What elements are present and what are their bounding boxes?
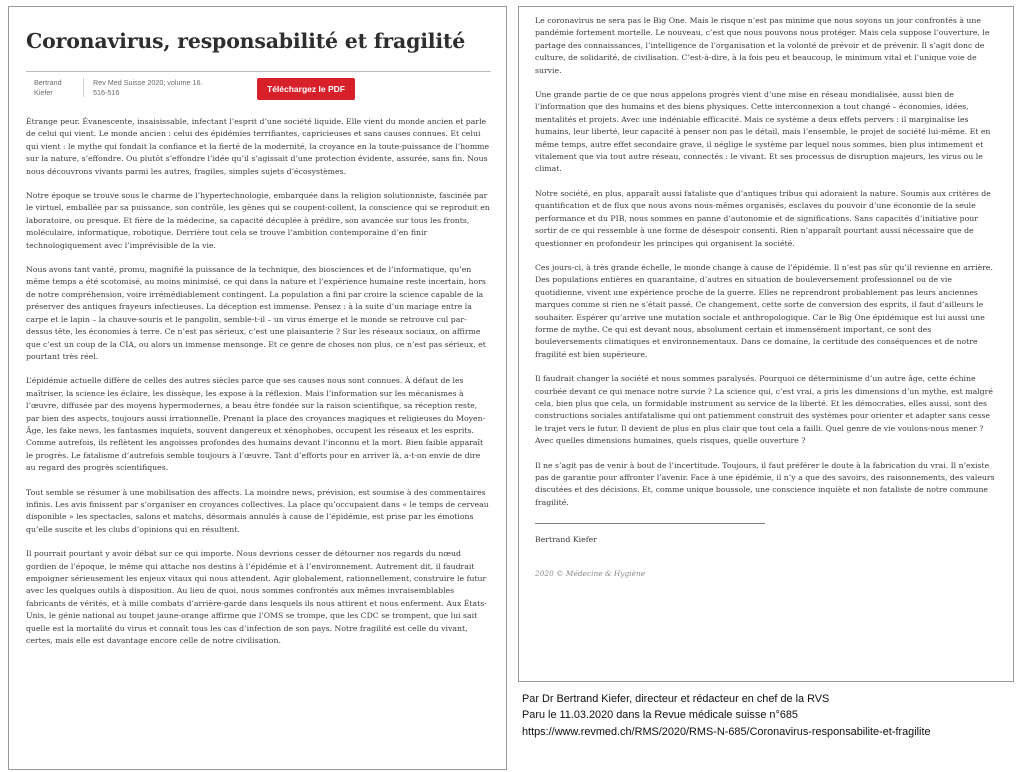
paragraph: Le coronavirus ne sera pas le Big One. Mais le risque n’est pas minime que nous soyons un jour confrontés à une pandémie fortement mortelle. Le nouveau, c’est que nous pouvons nous protéger. Mais cela suppose l’ouverture, le partage des connaissances, l’intelligence de l’organisation et la volonté de prévoir et de prévenir. Il s’agit donc de culture, de solidarité, de civilisation. C’est-à-dire, à la fois peu et beaucoup, le minimum vital et l’unique voie de survie. xyxy=(535,16,990,75)
author-first-name: Bertrand xyxy=(34,78,62,87)
copyright-notice: 2020 © Médecine & Hygiène xyxy=(535,568,646,578)
paragraph: Il ne s’agit pas de venir à bout de l’incertitude. Toujours, il faut préférer le doute à la fabrication du vrai. Il n’existe pas de garantie pour affronter l’avenir. Face à une épidémie, il n’y a que des savoirs, des raisonnements, des valeurs discutées et des décisions. Et, comme unique boussole, une conscience inquiète et non fataliste de notre commune fragilité. xyxy=(535,460,995,507)
paragraph: Ces jours-ci, à très grande échelle, le monde change à cause de l’épidémie. Il n’est pas sûr qu’il revienne en arrière. Des populations entières en quarantaine, d’autres en situation de bouleversement professionnel ou de vie quotidienne, vivent une expérience proche de la guerre. Elles ne reprendront probablement pas leurs anciennes marques comme si rien ne s’était passé. Ce changement, cette sorte de conversion des esprits, il faut d’ailleurs le souhaiter. Espérer qu’arrive une mutation sociale et anthropologique. Car le Big One épidémique est lui aussi une forme de mythe. Ce qui est devant nous, absolument certain et immensément important, ce sont des bouleversements climatiques et environnementaux. Dans ce domaine, la certitude des conséquences et de notre fragilité est bien supérieure. xyxy=(535,262,993,359)
article-meta xyxy=(26,71,491,100)
article-title: Coronavirus, responsabilité et fragilité xyxy=(26,29,466,53)
paragraph: Notre société, en plus, apparaît aussi fataliste que d’antiques tribus qui adoraient la nature. Soumis aux critères de quantification et de flux que nous avons nous-mêmes organisés, esclaves du pouvoir d’une économie de la seule performance et du PIB, nous sommes en panne d’autonomie et de significations. Sans capacités d’initiative pour sortir de ce qui ressemble à une forme de désespoir consenti. Rien n’apparaît pourtant aussi nécessaire que de questionner en profondeur les principes qui organisent la société. xyxy=(535,188,991,248)
signature-divider xyxy=(535,523,765,524)
paragraph: Il pourrait pourtant y avoir débat sur ce qui importe. Nous devrions cesser de détourner nos regards du nœud gordien de l’époque, le même qui attache nos destins à l’épidémie et à l’environnement. Autrement dit, il faudrait empoigner sérieusement les enjeux vitaux qui nous attendent. Agir globalement, rationnellement, construire le futur avec les quelques outils à disposition. Au lieu de quoi, nous sommes confrontés aux mêmes invraisemblables fabricants de vérités, et à mille combats d’arrière-garde dans lesquels ils nous attirent et nous enferment. Aux États-Unis, le génie national au toupet jaune-orange affirme que l’OMS se trompe, que les CDC se trompent, que lui sait quelle est la mortalité du virus et connaît tous les cas d’infection de son pays. Notre fragilité est celle du vivant, certes, mais elle est davantage encore celle de notre civilisation. xyxy=(26,549,487,646)
signature: Bertrand Kiefer xyxy=(535,535,597,545)
caption-url[interactable]: https://www.revmed.ch/RMS/2020/RMS-N-685/Coronavirus-responsabilite-et-fragilite xyxy=(522,725,931,738)
author-name[interactable] xyxy=(34,78,79,97)
paragraph: Une grande partie de ce que nous appelons progrès vient d’une mise en réseau mondialisée, aussi bien de l’information que des humains et des biens physiques. Cette interconnexion a tout changé – économies, idées, mentalités et projets. Avec une indéniable efficacité. Mais ce système a deux effets pervers : il marginalise les humains, leur liberté, leur capacité à penser non pas le détail, mais l’ensemble, le projet de société lui-même. Et en même temps, autre effet secondaire grave, il néglige le système par lequel nous sommes, bien plus intimement et vitalement que via tout autre réseau, connectés : le vivant. Et ses processus de disruption majeurs, les virus ou le climat. xyxy=(535,90,991,174)
caption-author-line: Par Dr Bertrand Kiefer, directeur et rédacteur en chef de la RVS xyxy=(522,693,830,705)
article-right-column xyxy=(518,6,1014,682)
paragraph: Notre époque se trouve sous le charme de l’hypertechnologie, embarquée dans la religion solutionniste, fascinée par le virtuel, emballée par sa puissance, son contrôle, les gènes qui se coupent-collent, la conscience qui se reproduit en laboratoire, ou presque. Et fière de la médecine, sa capacité décuplée à prédire, son avancée sur tous les fronts, moléculaire, informatique, robotique. Derrière tout cela se trouve l’ambition contemporaine d’en finir technologiquement avec l’imprévisible de la vie. xyxy=(26,191,490,250)
caption-publication-line: Paru le 11.03.2020 dans la Revue médicale suisse n°685 xyxy=(522,709,798,722)
paragraph: Il faudrait changer la société et nous sommes paralysés. Pourquoi ce déterminisme d’un autre âge, cette échine courbée devant ce qui menace notre survie ? La science qui, c’est vrai, a pris les dimensions d’un mythe, est malgré cela, bien plus que cela, un formidable instrument au service de la liberté. Et les démocraties, elles aussi, sont des constructions sociales antifatalisme qui ont patiemment construit des systèmes pour orienter et adapter sans cesse le trajet vers le futur. Il devient de plus en plus clair que tout cela a failli. Quel genre de vie voulons-nous mener ? Avec quelles dimensions humaines, quels risques, quelle ouverture ? xyxy=(535,374,993,446)
author-last-name: Kiefer xyxy=(34,87,53,97)
citation-journal: Rev Med Suisse 2020; volume 16. xyxy=(93,78,203,87)
paragraph: Étrange peur. Évanescente, insaisissable, infectant l’esprit d’une société liquide. Elle vient du monde ancien et parle de celui qui vient. Le monde ancien : celui des épidémies terrifiantes, capricieuses et sans causes connues. Et celui qui vient : le mythe qui fondait la confiance et la fierté de la modernité, la croyance en la toute-puissance de l’homme sur la nature, s’effondre. Ou plutôt s’effondre l’idée qu’il s’agissait d’une protection évidente, assurée, sans fin. Nous nous découvrons vivants parmi les autres, fragiles, simples sujets d’écosystèmes. xyxy=(26,117,490,176)
citation-pages: 516-516 xyxy=(93,87,120,97)
source-caption xyxy=(522,691,1017,740)
article-left-column xyxy=(8,6,507,770)
citation xyxy=(83,78,243,97)
download-pdf-button[interactable]: Téléchargez le PDF xyxy=(257,78,355,100)
paragraph: L’épidémie actuelle diffère de celles des autres siècles parce que ses causes nous sont connues. À défaut de les maîtriser, la science les éclaire, les dissèque, les expose à la réflexion. Mais l’information sur les mécanismes à l’œuvre, diffusée par des moyens hypermodernes, a beau être fondée sur la raison scientifique, sa réception reste, par bien des aspects, toujours aussi irrationnelle. Prenant la place des croyances magiques et religieuses du Moyen-Âge, les fake news, les fantasmes inquiets, souvent dangereux et xénophobes, occupent les réseaux et les esprits. Comme autrefois, ils reflètent les angoisses profondes des humains devant l’inconnu et la mort. Bien faible apparaît le progrès. Le fatalisme d’autrefois semble toujours à l’œuvre. Tant d’efforts pour en arriver là, a-t-on envie de dire au regard des progrès scientifiques. xyxy=(26,376,486,473)
paragraph: Tout semble se résumer à une mobilisation des affects. La moindre news, prévision, est soumise à des commentaires infinis. Les avis finissent par s’organiser en croyances collectives. La place qu’occupaient dans « le temps de cerveau disponible » les spectacles, salons et matchs, désormais annulés à cause de l’épidémie, est prise par les émotions qu’elle suscite et les clubs d’opinions qui en résultent. xyxy=(26,487,489,534)
paragraph: Nous avons tant vanté, promu, magnifié la puissance de la technique, des biosciences et de l’informatique, qu’en même temps a été scotomisé, au moins minimisé, ce qui dans la nature et l’expérience humaine reste incertain, hors de notre compréhension, voire irrémédiablement contingent. La population a fini par croire la science capable de la préserver des antiques frayeurs infectieuses. La déception est immense. Pensez : à la suite d’un mariage entre la carpe et le lapin – la chauve-souris et le pangolin, semble-t-il – un virus émerge et le monde se retrouve cul par-dessus tête, les économies à terre. Ce n’est pas sérieux, c’est une plaisanterie ? Sur les réseaux sociaux, on affirme que c’est un coup de la CIA, ou alors un immense mensonge. Et ce genre de choses non plus, ce n’est pas sérieux, et pourtant très réel. xyxy=(26,265,486,361)
